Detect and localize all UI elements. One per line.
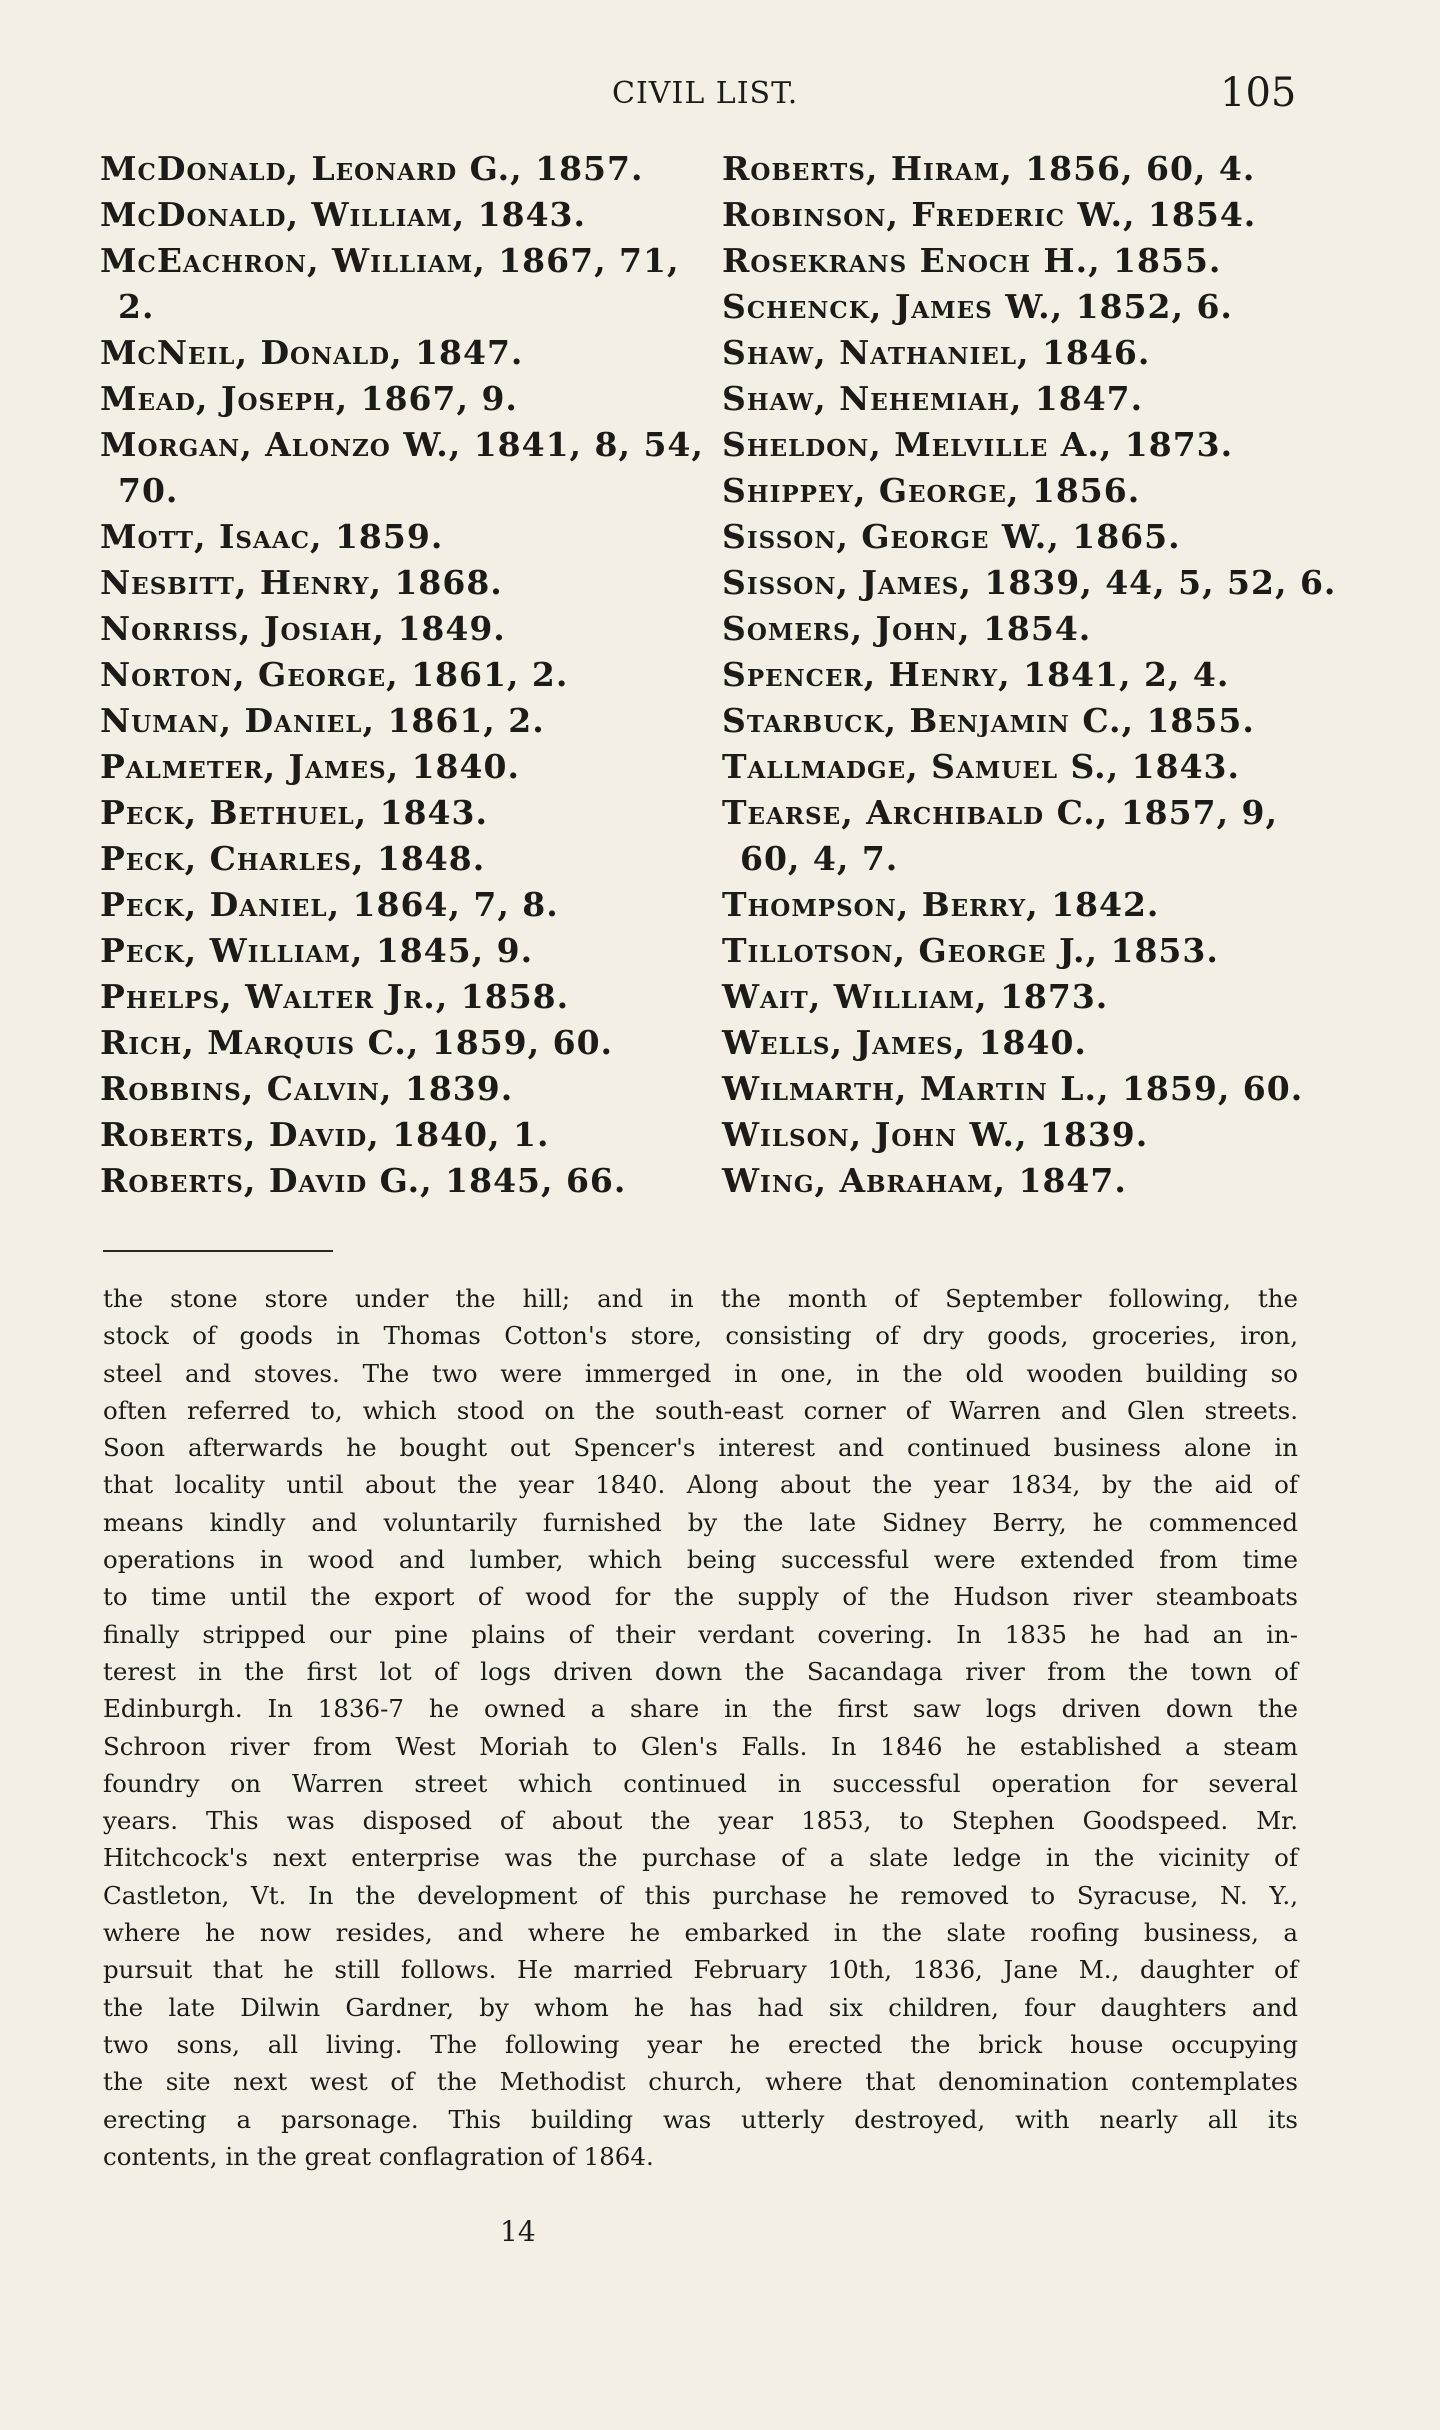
narrative-line: erecting a parsonage. This building was utterly destroyed, with nearly all its xyxy=(103,2104,1298,2134)
entry-text: Roberts, David G., 1845, 66. xyxy=(100,1161,627,1200)
section-divider xyxy=(103,1250,333,1252)
entry-text: Phelps, Walter Jr., 1858. xyxy=(100,977,570,1016)
entry-text: Peck, Bethuel, 1843. xyxy=(100,793,488,832)
narrative-line: means kindly and voluntarily furnished by the late Sidney Berry, he commenced xyxy=(103,1507,1298,1537)
narrative-line: often referred to, which stood on the south-east corner of Warren and Glen streets. xyxy=(103,1395,1298,1425)
narrative-line: the late Dilwin Gardner, by whom he has had six children, four daughters and xyxy=(103,1992,1298,2022)
civil-list-entry xyxy=(100,652,695,698)
narrative-line: finally stripped our pine plains of their verdant covering. In 1835 he had an in- xyxy=(103,1619,1298,1649)
civil-list-entry xyxy=(722,882,1352,928)
signature-mark: 14 xyxy=(500,2215,536,2248)
entry-text: Roberts, David, 1840, 1. xyxy=(100,1115,550,1154)
civil-list-entry xyxy=(100,192,695,238)
civil-list-entry xyxy=(100,514,695,560)
entry-text: Schenck, James W., 1852, 6. xyxy=(722,287,1233,326)
civil-list-entry xyxy=(722,1020,1352,1066)
narrative-line: the site next west of the Methodist church, where that denomination contemplates xyxy=(103,2067,1298,2097)
civil-list-entry xyxy=(100,1158,695,1204)
entry-text: Peck, Charles, 1848. xyxy=(100,839,486,878)
civil-list-entry xyxy=(722,422,1352,468)
entry-text: Peck, William, 1845, 9. xyxy=(100,931,534,970)
narrative-line: two sons, all living. The following year he erected the brick house occupying xyxy=(103,2029,1298,2059)
narrative-text xyxy=(103,1280,1298,2175)
civil-list-entry xyxy=(722,606,1352,652)
entry-text: Norriss, Josiah, 1849. xyxy=(100,609,506,648)
entry-text: Thompson, Berry, 1842. xyxy=(722,885,1160,924)
entry-text: Mott, Isaac, 1859. xyxy=(100,517,444,556)
entry-text: McNeil, Donald, 1847. xyxy=(100,333,524,372)
entry-continuation: 70. xyxy=(118,471,179,510)
narrative-line: Hitchcock's next enterprise was the purchase of a slate ledge in the vicinity of xyxy=(103,1843,1298,1873)
civil-list-entry xyxy=(100,330,695,376)
civil-list-entry xyxy=(722,284,1352,330)
entry-text: Tallmadge, Samuel S., 1843. xyxy=(722,747,1240,786)
entry-text: Spencer, Henry, 1841, 2, 4. xyxy=(722,655,1230,694)
civil-list-entry xyxy=(722,1066,1352,1112)
entry-continuation: 2. xyxy=(118,287,155,326)
entry-text: Shaw, Nathaniel, 1846. xyxy=(722,333,1151,372)
narrative-line: operations in wood and lumber, which being successful were extended from time xyxy=(103,1545,1298,1575)
civil-list-entry xyxy=(722,376,1352,422)
entry-text: Wilson, John W., 1839. xyxy=(722,1115,1149,1154)
narrative-line: foundry on Warren street which continued in successful operation for several xyxy=(103,1768,1298,1798)
narrative-line: Edinburgh. In 1836-7 he owned a share in the first saw logs driven down the xyxy=(103,1694,1298,1724)
civil-list-entry xyxy=(100,146,695,192)
narrative-line: that locality until about the year 1840. Along about the year 1834, by the aid of xyxy=(103,1470,1298,1500)
civil-list-entry xyxy=(100,744,695,790)
civil-list-entry xyxy=(722,928,1352,974)
civil-list-entry xyxy=(100,376,695,422)
narrative-line: years. This was disposed of about the year 1853, to Stephen Goodspeed. Mr. xyxy=(103,1806,1298,1836)
civil-list-entry xyxy=(722,514,1352,560)
entry-text: Tearse, Archibald C., 1857, 9, xyxy=(722,793,1278,832)
civil-list-right-column xyxy=(722,146,1352,1204)
entry-text: McDonald, Leonard G., 1857. xyxy=(100,149,644,188)
civil-list-entry xyxy=(100,836,695,882)
entry-text: Wing, Abraham, 1847. xyxy=(722,1161,1127,1200)
entry-continuation: 60, 4, 7. xyxy=(740,839,899,878)
civil-list-entry xyxy=(100,560,695,606)
entry-text: McDonald, William, 1843. xyxy=(100,195,586,234)
narrative-line: to time until the export of wood for the supply of the Hudson river steamboats xyxy=(103,1582,1298,1612)
entry-text: Starbuck, Benjamin C., 1855. xyxy=(722,701,1255,740)
civil-list-entry xyxy=(100,1066,695,1112)
civil-list-entry xyxy=(722,1158,1352,1204)
civil-list-entry xyxy=(100,422,704,514)
civil-list-entry xyxy=(100,606,695,652)
entry-text: Wait, William, 1873. xyxy=(722,977,1109,1016)
civil-list-entry xyxy=(100,882,695,928)
narrative-line: stock of goods in Thomas Cotton's store, consisting of dry goods, groceries, iron, xyxy=(103,1321,1298,1351)
entry-text: Rosekrans Enoch H., 1855. xyxy=(722,241,1222,280)
civil-list-entry xyxy=(100,238,695,330)
entry-text: Nesbitt, Henry, 1868. xyxy=(100,563,503,602)
entry-text: Morgan, Alonzo W., 1841, 8, 54, xyxy=(100,425,704,464)
page-number: 105 xyxy=(1220,70,1297,116)
page-header xyxy=(0,70,1440,120)
narrative-line: Schroon river from West Moriah to Glen's Falls. In 1846 he established a steam xyxy=(103,1731,1298,1761)
entry-text: Palmeter, James, 1840. xyxy=(100,747,520,786)
narrative-line: Castleton, Vt. In the development of this purchase he removed to Syracuse, N. Y., xyxy=(103,1880,1298,1910)
civil-list xyxy=(100,146,1340,1246)
entry-text: Shippey, George, 1856. xyxy=(722,471,1141,510)
entry-text: Mead, Joseph, 1867, 9. xyxy=(100,379,518,418)
entry-text: Robbins, Calvin, 1839. xyxy=(100,1069,514,1108)
civil-list-entry xyxy=(100,790,695,836)
civil-list-entry xyxy=(722,238,1352,284)
civil-list-entry xyxy=(722,790,1352,882)
civil-list-entry xyxy=(722,330,1352,376)
entry-text: Norton, George, 1861, 2. xyxy=(100,655,569,694)
entry-text: Tillotson, George J., 1853. xyxy=(722,931,1219,970)
civil-list-left-column xyxy=(100,146,704,1204)
entry-text: Wilmarth, Martin L., 1859, 60. xyxy=(722,1069,1304,1108)
entry-text: Sisson, George W., 1865. xyxy=(722,517,1181,556)
entry-text: Peck, Daniel, 1864, 7, 8. xyxy=(100,885,559,924)
entry-text: Shaw, Nehemiah, 1847. xyxy=(722,379,1144,418)
narrative-line: where he now resides, and where he embarked in the slate roofing business, a xyxy=(103,1918,1298,1948)
civil-list-entry xyxy=(100,1112,695,1158)
civil-list-entry xyxy=(722,974,1352,1020)
entry-text: Sisson, James, 1839, 44, 5, 52, 6. xyxy=(722,563,1337,602)
civil-list-entry xyxy=(100,974,695,1020)
entry-text: McEachron, William, 1867, 71, xyxy=(100,241,680,280)
narrative-line: steel and stoves. The two were immerged in one, in the old wooden building so xyxy=(103,1358,1298,1388)
civil-list-entry xyxy=(100,928,695,974)
entry-text: Wells, James, 1840. xyxy=(722,1023,1087,1062)
entry-text: Sheldon, Melville A., 1873. xyxy=(722,425,1234,464)
narrative-line: the stone store under the hill; and in the month of September following, the xyxy=(103,1284,1298,1313)
civil-list-entry xyxy=(722,468,1352,514)
narrative-line: Soon afterwards he bought out Spencer's interest and continued business alone in xyxy=(103,1433,1298,1463)
narrative-line: terest in the first lot of logs driven down the Sacandaga river from the town of xyxy=(103,1656,1298,1686)
narrative-line: pursuit that he still follows. He married February 10th, 1836, Jane M., daughter of xyxy=(103,1955,1298,1985)
civil-list-entry xyxy=(722,192,1352,238)
civil-list-entry xyxy=(722,652,1352,698)
entry-text: Roberts, Hiram, 1856, 60, 4. xyxy=(722,149,1256,188)
entry-text: Rich, Marquis C., 1859, 60. xyxy=(100,1023,614,1062)
entry-text: Robinson, Frederic W., 1854. xyxy=(722,195,1257,234)
civil-list-entry xyxy=(722,1112,1352,1158)
civil-list-entry xyxy=(722,146,1352,192)
running-title: CIVIL LIST. xyxy=(612,76,799,111)
civil-list-entry xyxy=(722,560,1352,606)
civil-list-entry xyxy=(722,744,1352,790)
civil-list-entry xyxy=(100,1020,695,1066)
narrative-line: contents, in the great conflagration of 1864. xyxy=(103,2141,654,2171)
civil-list-entry xyxy=(722,698,1352,744)
entry-text: Somers, John, 1854. xyxy=(722,609,1092,648)
civil-list-entry xyxy=(100,698,695,744)
entry-text: Numan, Daniel, 1861, 2. xyxy=(100,701,545,740)
